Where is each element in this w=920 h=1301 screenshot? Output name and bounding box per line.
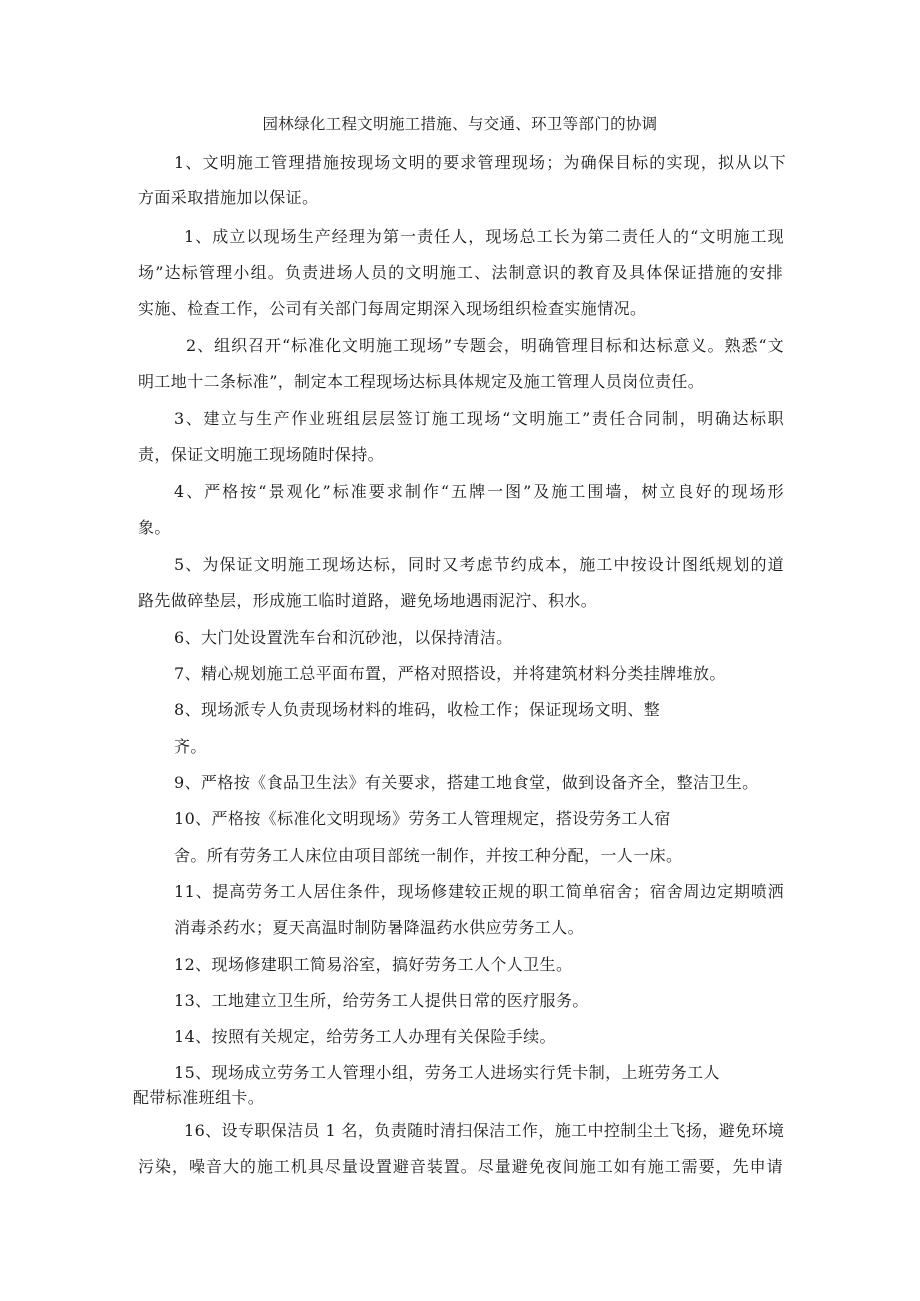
paragraph-line: 5、为保证文明施工现场达标，同时又考虑节约成本，施工中按设计图纸规划的道 xyxy=(174,555,784,574)
paragraph-line: 方面采取措施加以保证。 xyxy=(138,188,319,207)
paragraph-line: 8、现场派专人负责现场材料的堆码，收检工作；保证现场文明、整 xyxy=(174,700,661,719)
paragraph-line: 14、按照有关规定，给劳务工人办理有关保险手续。 xyxy=(174,1027,556,1046)
paragraph-line: 10、严格按《标准化文明现场》劳务工人管理规定，搭设劳务工人宿 xyxy=(174,809,671,828)
paragraph-line: 象。 xyxy=(138,518,171,537)
paragraph-line: 污染，噪音大的施工机具尽量设置避音装置。尽量避免夜间施工如有施工需要，先申请 xyxy=(138,1157,783,1176)
paragraph-line: 责，保证文明施工现场随时保持。 xyxy=(138,445,385,464)
paragraph-line: 15、现场成立劳务工人管理小组，劳务工人进场实行凭卡制，上班劳务工人 xyxy=(174,1063,720,1082)
paragraph-line: 4、严格按“景观化”标准要求制作“五牌一图”及施工围墙，树立良好的现场形 xyxy=(174,482,784,501)
paragraph-line: 16、设专职保洁员 1 名，负责随时清扫保洁工作，施工中控制尘土飞扬，避免环境 xyxy=(184,1121,785,1140)
paragraph-line: 1、成立以现场生产经理为第一责任人，现场总工长为第二责任人的“文明施工现 xyxy=(184,227,784,246)
paragraph-line: 3、建立与生产作业班组层层签订施工现场“文明施工”责任合同制，明确达标职 xyxy=(174,409,784,428)
paragraph-line: 场”达标管理小组。负责进场人员的文明施工、法制意识的教育及具体保证措施的安排 xyxy=(138,263,783,282)
paragraph-line: 6、大门处设置洗车台和沉砂池，以保持清洁。 xyxy=(174,628,513,647)
paragraph-line: 9、严格按《食品卫生法》有关要求，搭建工地食堂，做到设备齐全，整洁卫生。 xyxy=(174,773,759,792)
paragraph-line: 舍。所有劳务工人床位由项目部统一制作，并按工种分配，一人一床。 xyxy=(174,846,683,865)
paragraph-line: 路先做碎垫层，形成施工临时道路，避免场地遇雨泥泞、积水。 xyxy=(138,591,598,610)
document-title: 园林绿化工程文明施工措施、与交通、环卫等部门的协调 xyxy=(262,115,658,133)
paragraph-line: 2、组织召开“标准化文明施工现场”专题会，明确管理目标和达标意义。熟悉“文 xyxy=(186,336,784,355)
paragraph-line: 明工地十二条标准”，制定本工程现场达标具体规定及施工管理人员岗位责任。 xyxy=(138,372,705,391)
paragraph-line: 13、工地建立卫生所，给劳务工人提供日常的医疗服务。 xyxy=(174,991,589,1010)
paragraph-line: 齐。 xyxy=(174,737,207,756)
paragraph-line: 1、文明施工管理措施按现场文明的要求管理现场；为确保目标的实现，拟从以下 xyxy=(174,153,786,172)
paragraph-line: 11、提高劳务工人居住条件，现场修建较正规的职工简单宿舍；宿舍周边定期喷洒 xyxy=(174,882,784,901)
paragraph-line: 配带标准班组卡。 xyxy=(133,1088,265,1107)
paragraph-line: 12、现场修建职工简易浴室，搞好劳务工人个人卫生。 xyxy=(174,955,573,974)
paragraph-line: 实施、检查工作，公司有关部门每周定期深入现场组织检查实施情况。 xyxy=(138,299,647,318)
paragraph-line: 7、精心规划施工总平面布置，严格对照搭设，并将建筑材料分类挂牌堆放。 xyxy=(174,664,726,683)
paragraph-line: 消毒杀药水；夏天高温时制防暑降温药水供应劳务工人。 xyxy=(174,918,585,937)
